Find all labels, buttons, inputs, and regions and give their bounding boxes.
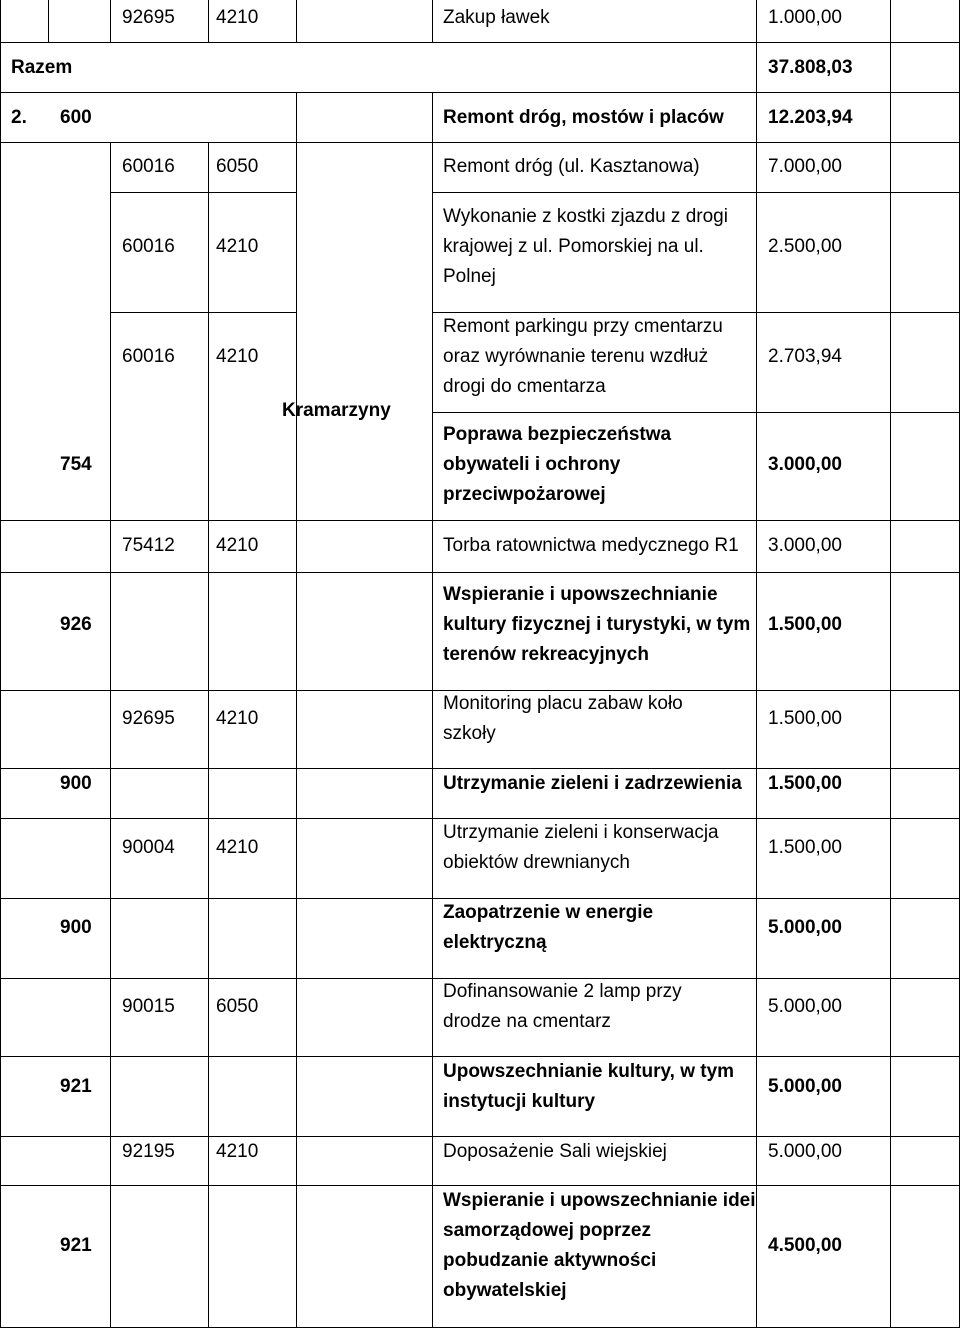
- task-name: Monitoring placu zabaw koło szkoły: [443, 693, 683, 744]
- amount: 1.500,00: [768, 708, 842, 729]
- row-divider: [0, 520, 960, 521]
- rozdzial-code: 90004: [122, 837, 175, 858]
- task-name: Utrzymanie zieleni i konserwacja obiektów drewnianych: [443, 822, 719, 873]
- rozdzial-code: 92695: [122, 708, 175, 729]
- amount: 3.000,00: [768, 454, 842, 475]
- amount: 7.000,00: [768, 156, 842, 177]
- rozdzial-code: 92695: [122, 7, 175, 28]
- paragraf-code: 4210: [216, 7, 259, 28]
- amount: 2.703,94: [768, 346, 842, 367]
- row-divider: [0, 142, 960, 143]
- column-divider: [208, 0, 209, 42]
- item-number: 2.: [11, 107, 27, 128]
- column-divider: [296, 0, 297, 42]
- dzial-code: 900: [60, 773, 92, 794]
- row-divider: [110, 192, 296, 193]
- dzial-code: 900: [60, 917, 92, 938]
- paragraf-code: 6050: [216, 156, 259, 177]
- task-name: Doposażenie Sali wiejskiej: [443, 1141, 667, 1162]
- paragraf-code: 4210: [216, 535, 259, 556]
- rozdzial-code: 75412: [122, 535, 175, 556]
- task-name: Zakup ławek: [443, 7, 550, 28]
- dzial-code: 926: [60, 614, 92, 635]
- dzial-code: 921: [60, 1235, 92, 1256]
- paragraf-code: 4210: [216, 236, 259, 257]
- rozdzial-code: 60016: [122, 346, 175, 367]
- task-name: Upowszechnianie kultury, w tym instytucji kultury: [443, 1061, 735, 1112]
- paragraf-code: 4210: [216, 708, 259, 729]
- column-divider: [890, 0, 891, 1328]
- amount: 2.500,00: [768, 236, 842, 257]
- amount: 1.500,00: [768, 773, 842, 794]
- paragraf-code: 4210: [216, 346, 259, 367]
- total-label: Razem: [11, 57, 73, 78]
- task-name: Torba ratownictwa medycznego R1: [443, 535, 739, 556]
- rozdzial-code: 60016: [122, 236, 175, 257]
- task-name: Remont dróg (ul. Kasztanowa): [443, 156, 700, 177]
- amount: 1.500,00: [768, 837, 842, 858]
- rozdzial-code: 60016: [122, 156, 175, 177]
- amount: 12.203,94: [768, 107, 853, 128]
- amount: 1.000,00: [768, 7, 842, 28]
- amount: 5.000,00: [768, 917, 842, 938]
- amount: 5.000,00: [768, 996, 842, 1017]
- dzial-code: 754: [60, 454, 92, 475]
- row-divider: [0, 1327, 960, 1328]
- dzial-code: 600: [60, 107, 92, 128]
- task-name: Dofinansowanie 2 lamp przy drodze na cmentarz: [443, 981, 682, 1032]
- amount: 1.500,00: [768, 614, 842, 635]
- amount: 4.500,00: [768, 1235, 842, 1256]
- row-divider: [110, 312, 296, 313]
- row-divider: [432, 412, 960, 413]
- column-divider: [296, 92, 297, 1328]
- amount: 5.000,00: [768, 1141, 842, 1162]
- total-amount: 37.808,03: [768, 57, 853, 78]
- rozdzial-code: 92195: [122, 1141, 175, 1162]
- row-divider: [0, 42, 960, 43]
- row-divider: [432, 192, 960, 193]
- column-divider: [756, 0, 757, 1328]
- task-name: Remont parkingu przy cmentarzu oraz wyrównanie terenu wzdłuż drogi do cmentarza: [443, 316, 723, 397]
- amount: 3.000,00: [768, 535, 842, 556]
- task-name: Remont dróg, mostów i placów: [443, 107, 724, 128]
- rozdzial-code: 90015: [122, 996, 175, 1017]
- paragraf-code: 6050: [216, 996, 259, 1017]
- column-divider: [48, 0, 49, 42]
- paragraf-code: 4210: [216, 1141, 259, 1162]
- column-divider: [208, 142, 209, 1328]
- task-name: Utrzymanie zieleni i zadrzewienia: [443, 773, 742, 794]
- column-divider: [0, 0, 1, 1328]
- column-divider: [110, 142, 111, 1328]
- task-name: Wspieranie i upowszechnianie kultury fizycznej i turystyki, w tym terenów rekreacyjnych: [443, 584, 751, 665]
- task-name: Poprawa bezpieczeństwa obywateli i ochrony przeciwpożarowej: [443, 424, 672, 505]
- village-name: Kramarzyny: [282, 400, 391, 421]
- row-divider: [0, 92, 960, 93]
- row-divider: [0, 572, 960, 573]
- dzial-code: 921: [60, 1076, 92, 1097]
- task-name: Zaopatrzenie w energie elektryczną: [443, 902, 654, 953]
- column-divider: [432, 0, 433, 42]
- task-name: Wykonanie z kostki zjazdu z drogi krajowej z ul. Pomorskiej na ul. Polnej: [443, 206, 728, 287]
- task-name: Wspieranie i upowszechnianie idei samorządowej poprzez pobudzanie aktywności obywatelskiej: [443, 1190, 756, 1301]
- column-divider: [110, 0, 111, 42]
- amount: 5.000,00: [768, 1076, 842, 1097]
- column-divider: [432, 92, 433, 1328]
- paragraf-code: 4210: [216, 837, 259, 858]
